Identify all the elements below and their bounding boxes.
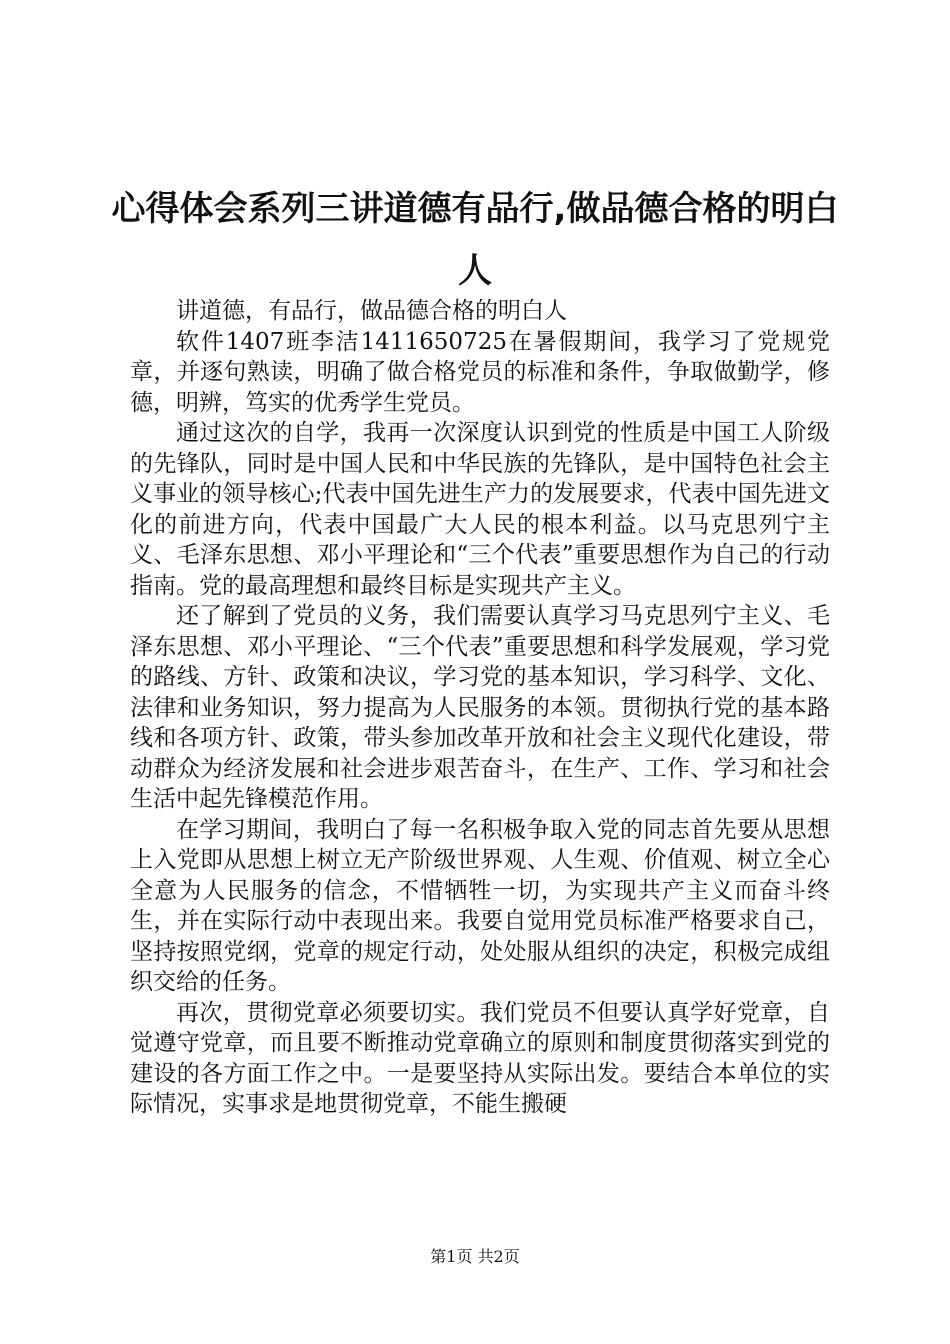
paragraph-member-duties: 还了解到了党员的义务，我们需要认真学习马克思列宁主义、毛泽东思想、邓小平理论、“三个代表”重要思想和科学发展观，学习党的路线、方针、政策和决议，学习党的基本知识，学习科学、文化、法律和业务知识，努力提高为人民服务的本领。贯彻执行党的基本路线和各项方针、政策，带头参加改革开放和社会主义现代化建设，带动群众为经济发展和社会进步艰苦奋斗，在生产、工作、学习和社会生活中起先锋模范作用。 (130, 603, 830, 812)
paragraph-intro: 软件1407班李洁1411650725在暑假期间，我学习了党规党章，并逐句熟读，明确了做合格党员的标准和条件，争取做勤学，修德，明辨，笃实的优秀学生党员。 (130, 328, 830, 416)
paragraph-party-nature: 通过这次的自学，我再一次深度认识到党的性质是中国工人阶级的先锋队，同时是中国人民和中华民族的先锋队，是中国特色社会主义事业的领导核心;代表中国先进生产力的发展要求，代表中国先进文化的前进方向，代表中国最广大人民的根本利益。以马克思列宁主义、毛泽东思想、邓小平理论和“三个代表”重要思想作为自己的行动指南。党的最高理想和最终目标是实现共产主义。 (130, 420, 830, 599)
paragraph-subtitle: 讲道德，有品行，做品德合格的明白人 (176, 298, 567, 324)
paragraph-study-period: 在学习期间，我明白了每一名积极争取入党的同志首先要从思想上入党即从思想上树立无产阶级世界观、人生观、价值观、树立全心全意为人民服务的信念，不惜牺牲一切，为实现共产主义而奋斗终生，并在实际行动中表现出来。我要自觉用党员标准严格要求自己，坚持按照党纲，党章的规定行动，处处服从组织的决定，积极完成组织交给的任务。 (130, 816, 830, 995)
page-number-footer: 第1页 共2页 (430, 1247, 520, 1266)
document-title: 心得体会系列三讲道德有品行,做品德合格的明白人 (111, 189, 839, 291)
paragraph-implementation: 再次，贯彻党章必须要切实。我们党员不但要认真学好党章，自觉遵守党章，而且要不断推动党章确立的原则和制度贯彻落实到党的建设的各方面工作之中。一是要坚持从实际出发。要结合本单位的实际情况，实事求是地贯彻党章，不能生搬硬 (130, 999, 830, 1117)
document-body (130, 296, 830, 1120)
